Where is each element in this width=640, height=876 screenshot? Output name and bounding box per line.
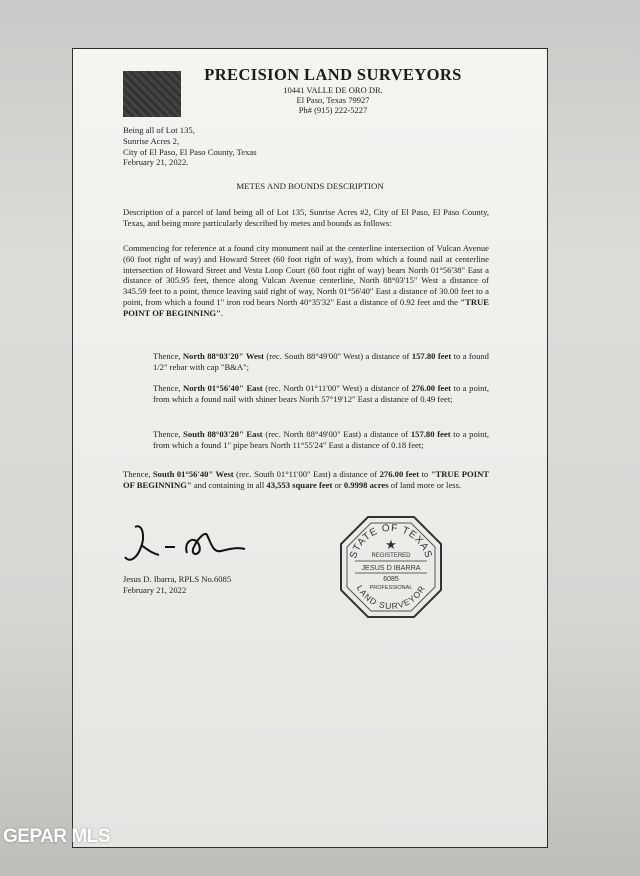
call-bearing: North 88°03'20" West (182, 351, 264, 361)
surveyor-name: Jesus D. Ibarra, RPLS No.6085 (123, 574, 232, 584)
seal-top-text: STATE OF TEXAS (348, 522, 434, 560)
document-heading: METES AND BOUNDS DESCRIPTION (236, 181, 384, 191)
call-2 (153, 383, 489, 405)
tpob-label: "TRUE POINT OF BEGINNING" (123, 296, 489, 318)
star-icon: ★ (385, 537, 397, 552)
seal-registered: REGISTERED (371, 553, 411, 559)
mls-watermark: GEPAR MLS (3, 826, 111, 847)
closing-paragraph (123, 469, 489, 491)
call-bearing: North 01°56'40" East (183, 383, 263, 393)
call-bearing: South 88°03'20" East (183, 429, 263, 439)
signature-block (121, 519, 251, 596)
call-lead: Thence, (153, 351, 183, 361)
call-rest: to a found 1/2" rebar with cap "B&A"; (153, 351, 489, 372)
call-distance: 157.80 feet (410, 429, 451, 439)
surveyor-seal (335, 511, 447, 623)
call-3 (153, 429, 489, 451)
call-rest: to a point, from which a found nail with shiner bears North 57°19'12" East a distance of 0.49 feet; (153, 383, 489, 404)
seal-professional: PROFESSIONAL (369, 585, 413, 591)
call-mid: (rec. North 88°49'00" East) a distance of (262, 429, 411, 439)
handwritten-signature (121, 519, 251, 571)
commencing-end: . (220, 307, 224, 318)
call-distance: 157.80 feet (411, 351, 452, 361)
seal-bottom-text: LAND SURVEYOR (354, 583, 428, 612)
letterhead (203, 65, 463, 115)
call-mid: (rec. South 88°49'00" West) a distance of (263, 351, 412, 361)
company-phone: Ph# (915) 222-5227 (298, 105, 368, 115)
survey-document (72, 48, 548, 848)
closing-area-sqft: 43,553 square feet (266, 479, 333, 490)
subject-lot: Being all of Lot 135, (123, 125, 195, 135)
closing-area-acres: 0.9998 acres (343, 479, 389, 490)
subject-date: February 21, 2022. (123, 157, 189, 168)
company-name: PRECISION LAND SURVEYORS (204, 65, 462, 84)
call-rest: to a point, from which a found 1" pipe bears North 11°55'24" East a distance of 0.18 feet; (153, 429, 489, 450)
call-1 (153, 351, 489, 373)
closing-distance: 276.00 feet (379, 469, 420, 479)
company-logo (123, 71, 181, 117)
company-city: El Paso, Texas 79927 (296, 95, 370, 105)
closing-mid: (rec. South 01°11'00" East) a distance of (233, 469, 380, 479)
subject-city-county: City of El Paso, El Paso County, Texas (123, 146, 257, 157)
seal-number: 6085 (383, 576, 399, 583)
call-distance: 276.00 feet (411, 383, 451, 393)
subject-subdivision: Sunrise Acres 2, (123, 135, 180, 146)
closing-lead: Thence, (123, 469, 153, 479)
commencing-text: Commencing for reference at a found city monument nail at the centerline intersection of Vulcan Avenue (60 foot right of way) and Howard Street (60 foot right of way), from which a found nail at centerline intersection of Howard Street and Vesta Loop Court (60 foot right of way) bears North 01°56'38" East a distance of 305.95 feet, thence along Vulcan Avenue centerline, North 88°03'15" West a distance of 345.59 feet to a point, thence leaving said right of way, North 01°56'40" East a distance of 30.00 feet to a point, from which a found 1" iron rod bears North 40°35'32" East a distance of 0.92 feet and the (123, 243, 489, 307)
company-address: 10441 VALLE DE ORO DR. (283, 85, 383, 95)
call-lead: Thence, (153, 383, 183, 393)
seal-name: JESUS D IBARRA (361, 563, 421, 572)
closing-to: to (419, 469, 431, 479)
subject-block (123, 125, 257, 168)
closing-rest: of land more or less. (388, 479, 462, 490)
intro-paragraph: Description of a parcel of land being all of Lot 135, Sunrise Acres #2, City of El Paso, El Paso County, Texas, and being more particularly described by metes and bounds as follows: (123, 207, 489, 228)
closing-or: or (332, 479, 344, 490)
closing-containing: and containing in all (191, 479, 267, 490)
call-mid: (rec. North 01°11'00" West) a distance of (262, 383, 412, 393)
closing-tpob: "TRUE POINT OF BEGINNING" (123, 469, 490, 490)
closing-bearing: South 01°56'40" West (152, 469, 234, 479)
signature-date: February 21, 2022 (123, 584, 187, 595)
commencing-paragraph (123, 243, 489, 319)
call-lead: Thence, (153, 429, 184, 439)
